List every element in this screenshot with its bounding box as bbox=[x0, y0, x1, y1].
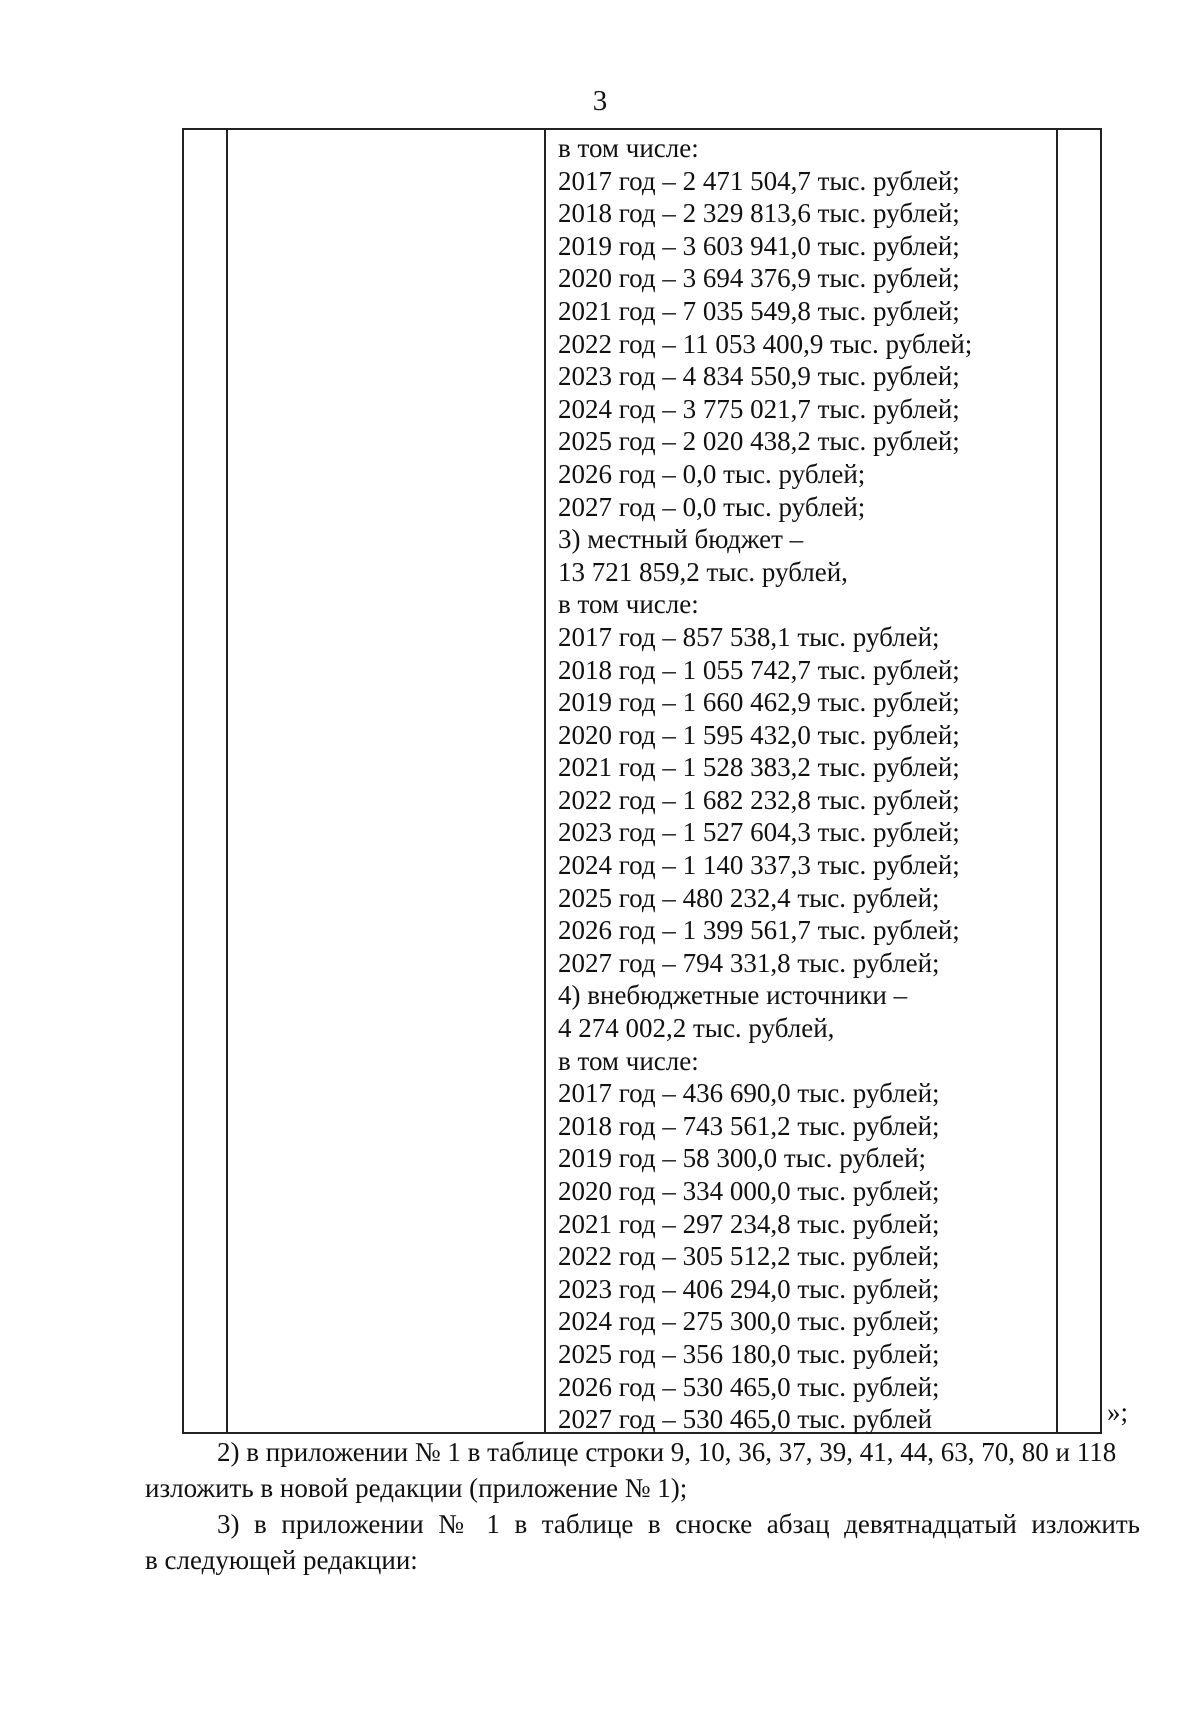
closing-quote: »; bbox=[1107, 1397, 1129, 1427]
funding-line: 2024 год – 1 140 337,3 тыс. рублей; bbox=[558, 850, 960, 881]
funding-line: 2024 год – 3 775 021,7 тыс. рублей; bbox=[558, 393, 960, 424]
funding-line: 4 274 002,2 тыс. рублей, bbox=[558, 1013, 835, 1044]
funding-line: 2021 год – 1 528 383,2 тыс. рублей; bbox=[558, 752, 960, 783]
funding-line: 2027 год – 0,0 тыс. рублей; bbox=[558, 491, 866, 522]
funding-table bbox=[182, 128, 1102, 1434]
funding-line: 2022 год – 11 053 400,9 тыс. рублей; bbox=[558, 328, 973, 359]
funding-line: 2026 год – 0,0 тыс. рублей; bbox=[558, 458, 866, 489]
funding-lines bbox=[558, 132, 972, 1436]
amendment-item-2 bbox=[145, 1434, 1140, 1506]
funding-line: 2020 год – 3 694 376,9 тыс. рублей; bbox=[558, 263, 960, 294]
funding-line: 2025 год – 480 232,4 тыс. рублей; bbox=[558, 882, 940, 913]
funding-line: 2024 год – 275 300,0 тыс. рублей; bbox=[558, 1306, 940, 1337]
funding-line: 2025 год – 356 180,0 тыс. рублей; bbox=[558, 1338, 940, 1369]
funding-line: 2017 год – 436 690,0 тыс. рублей; bbox=[558, 1078, 940, 1109]
funding-line: 2019 год – 58 300,0 тыс. рублей; bbox=[558, 1143, 927, 1174]
table-column-divider bbox=[1056, 130, 1058, 1432]
funding-line: в том числе: bbox=[558, 1045, 699, 1076]
funding-line: 2018 год – 1 055 742,7 тыс. рублей; bbox=[558, 654, 960, 685]
funding-line: в том числе: bbox=[558, 133, 699, 163]
amendment-item-2-line-1: 2) в приложении № 1 в таблице строки 9, 10, 36, 37, 39, 41, 44, 63, 70, 80 и 118 bbox=[217, 1437, 1117, 1467]
funding-line: 2022 год – 1 682 232,8 тыс. рублей; bbox=[558, 784, 960, 815]
funding-line: 3) местный бюджет – bbox=[558, 524, 804, 555]
funding-line: 13 721 859,2 тыс. рублей, bbox=[558, 556, 848, 587]
funding-line: 2021 год – 297 234,8 тыс. рублей; bbox=[558, 1208, 940, 1239]
funding-line: 2023 год – 4 834 550,9 тыс. рублей; bbox=[558, 361, 960, 392]
funding-line: 2026 год – 530 465,0 тыс. рублей; bbox=[558, 1371, 940, 1402]
funding-line: 2017 год – 2 471 504,7 тыс. рублей; bbox=[558, 165, 960, 196]
funding-line: 2027 год – 530 465,0 тыс. рублей bbox=[558, 1404, 933, 1435]
funding-line: 2023 год – 406 294,0 тыс. рублей; bbox=[558, 1273, 940, 1304]
table-column-divider bbox=[226, 130, 228, 1432]
amendment-item-2-line-2: изложить в новой редакции (приложение № 1); bbox=[145, 1473, 688, 1503]
funding-line: 2022 год – 305 512,2 тыс. рублей; bbox=[558, 1241, 940, 1272]
funding-line: 2025 год – 2 020 438,2 тыс. рублей; bbox=[558, 426, 960, 457]
table-column-divider bbox=[544, 130, 546, 1432]
funding-line: 2019 год – 3 603 941,0 тыс. рублей; bbox=[558, 230, 960, 261]
amendment-item-3-line-2: в следующей редакции: bbox=[145, 1545, 418, 1575]
funding-line: 2021 год – 7 035 549,8 тыс. рублей; bbox=[558, 295, 960, 326]
amendment-item-3 bbox=[145, 1506, 1140, 1578]
funding-line: 2020 год – 334 000,0 тыс. рублей; bbox=[558, 1176, 940, 1206]
funding-line: в том числе: bbox=[558, 589, 699, 620]
funding-line: 2023 год – 1 527 604,3 тыс. рублей; bbox=[558, 817, 960, 848]
funding-line: 4) внебюджетные источники – bbox=[558, 980, 908, 1011]
funding-line: 2018 год – 2 329 813,6 тыс. рублей; bbox=[558, 198, 960, 229]
funding-line: 2017 год – 857 538,1 тыс. рублей; bbox=[558, 621, 940, 652]
funding-line: 2018 год – 743 561,2 тыс. рублей; bbox=[558, 1110, 940, 1141]
funding-line: 2027 год – 794 331,8 тыс. рублей; bbox=[558, 947, 940, 978]
amendment-item-3-line-1: 3) в приложении № 1 в таблице в сноске абзац девятнадцатый изложить bbox=[217, 1509, 1140, 1539]
funding-line: 2019 год – 1 660 462,9 тыс. рублей; bbox=[558, 687, 960, 718]
funding-line: 2020 год – 1 595 432,0 тыс. рублей; bbox=[558, 719, 960, 750]
funding-line: 2026 год – 1 399 561,7 тыс. рублей; bbox=[558, 915, 960, 946]
page-number: 3 bbox=[592, 85, 608, 117]
